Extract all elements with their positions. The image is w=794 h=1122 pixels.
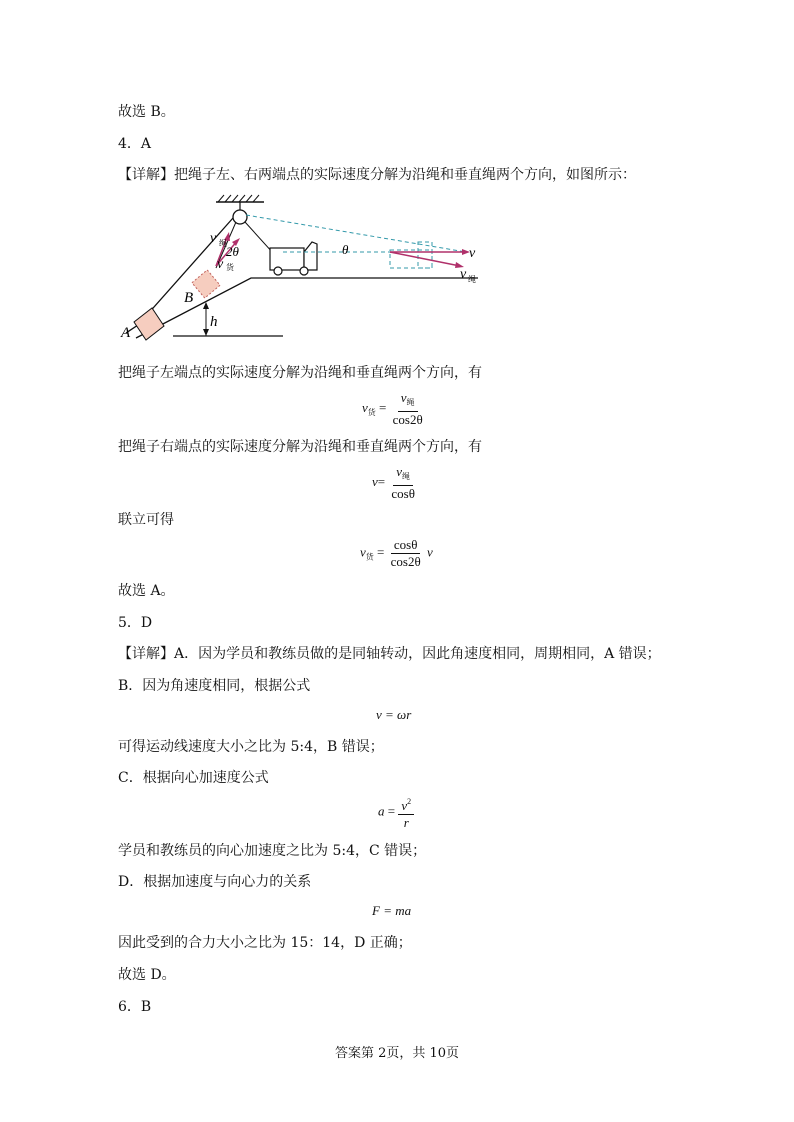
text-line: 故选 D。	[118, 967, 176, 983]
label-v-rope-right-sub: 绳	[468, 275, 476, 284]
formula-v: v= $\frac{v_绳}{\cos\theta}$	[372, 464, 415, 501]
label-v-cargo: v	[217, 257, 224, 272]
text-line: 把绳子右端点的实际速度分解为沿绳和垂直绳两个方向，有	[118, 439, 482, 455]
text-line: 故选 B。	[118, 104, 175, 120]
label-v-right: v	[469, 246, 476, 261]
label-v-cargo-sub: 货	[226, 263, 234, 272]
text-line: 因此受到的合力大小之比为 15：14，D 正确；	[118, 935, 412, 951]
text-line: 【详解】A．因为学员和教练员做的是同轴转动，因此角速度相同，周期相同，A 错误；	[118, 646, 661, 662]
formula-combined: $v_货$ = $\frac{\cos\theta}{\cos 2\theta}$ v	[360, 537, 433, 569]
block-B	[192, 270, 220, 298]
incline	[126, 218, 478, 338]
label-2theta: 2θ	[226, 244, 239, 259]
text-line: 【详解】把绳子左、右两端点的实际速度分解为沿绳和垂直绳两个方向，如图所示：	[118, 167, 636, 183]
formula-newton: F = ma	[372, 903, 412, 918]
label-A: A	[121, 325, 131, 341]
text-line: D．根据加速度与向心力的关系	[118, 874, 312, 890]
label-v-rope-left-sub: 绳	[219, 239, 227, 248]
text-line: 故选 A。	[118, 583, 175, 599]
text-line: 学员和教练员的向心加速度之比为 5:4，C 错误；	[118, 843, 427, 859]
label-theta: θ	[342, 242, 349, 257]
question-number: 6．B	[118, 999, 152, 1015]
question-number: 4．A	[118, 136, 152, 152]
formula-centripetal: a = $\frac{v^2}{r}$	[378, 794, 414, 831]
text-line: 把绳子左端点的实际速度分解为沿绳和垂直绳两个方向，有	[118, 365, 482, 381]
pulley	[233, 210, 247, 224]
label-v-rope-right: v	[460, 267, 467, 282]
label-B: B	[184, 290, 194, 306]
text-line: B．因为角速度相同，根据公式	[118, 678, 311, 694]
formula-v-omega-r: v = ωr	[376, 707, 412, 722]
ceiling-hatching	[218, 195, 259, 202]
page-footer: 答案第 2页，共 10页	[334, 1046, 460, 1061]
label-h: h	[210, 314, 218, 330]
label-v-rope-left: v	[210, 231, 217, 246]
block-A	[134, 308, 164, 340]
question-number: 5．D	[118, 615, 153, 631]
truck	[270, 242, 317, 275]
physics-diagram	[118, 190, 498, 345]
text-line: 联立可得	[118, 512, 174, 528]
text-line: C．根据向心加速度公式	[118, 770, 269, 786]
formula-v-cargo: $v_货$ = $\frac{v_绳}{\cos 2\theta}$	[362, 390, 423, 427]
text-line: 可得运动线速度大小之比为 5:4，B 错误；	[118, 739, 384, 755]
